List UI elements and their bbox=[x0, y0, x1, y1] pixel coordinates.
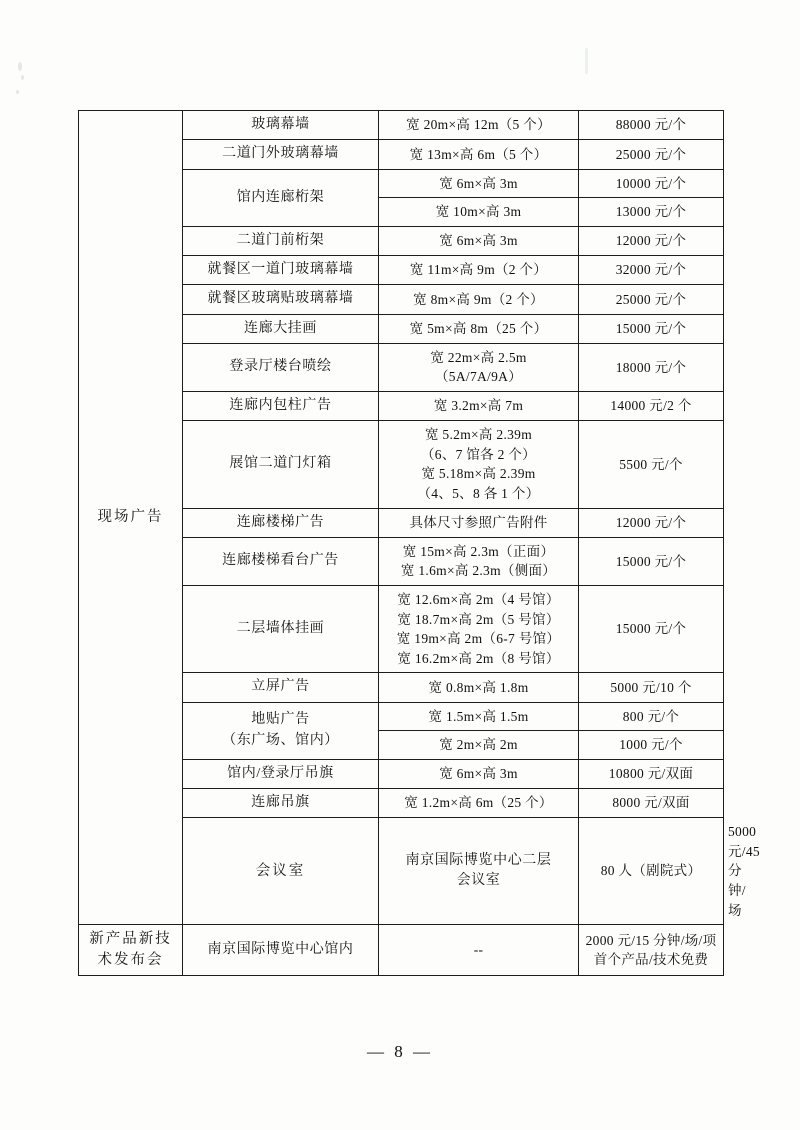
cell-price: 14000 元/2 个 bbox=[579, 392, 724, 421]
cell-item: 二层墙体挂画 bbox=[183, 586, 379, 673]
cell-item: 二道门外玻璃幕墙 bbox=[183, 140, 379, 169]
cell-price: 10800 元/双面 bbox=[579, 759, 724, 788]
table-row: 会议室 南京国际博览中心二层 会议室 80 人（剧院式） 5000 元/45 分钟/场 bbox=[79, 818, 724, 925]
cell-item: 馆内连廊桁架 bbox=[183, 169, 379, 226]
cell-spec: 宽 0.8m×高 1.8m bbox=[379, 673, 579, 702]
cell-price: 25000 元/个 bbox=[579, 140, 724, 169]
cell-spec: 宽 22m×高 2.5m （5A/7A/9A） bbox=[379, 343, 579, 391]
cell-item: 展馆二道门灯箱 bbox=[183, 421, 379, 508]
cell-spec: 宽 6m×高 3m bbox=[379, 226, 579, 255]
cell-item: 玻璃幕墙 bbox=[183, 111, 379, 140]
cell-spec: 80 人（剧院式） bbox=[579, 818, 724, 925]
cell-spec: 宽 8m×高 9m（2 个） bbox=[379, 285, 579, 314]
cell-category: 新产品新技 术发布会 bbox=[79, 925, 183, 976]
cell-spec: 宽 1.2m×高 6m（25 个） bbox=[379, 788, 579, 817]
cell-item: 地贴广告 （东广场、馆内） bbox=[183, 702, 379, 759]
cell-spec: 宽 5.2m×高 2.39m （6、7 馆各 2 个） 宽 5.18m×高 2.39m （4、5、8 各 1 个） bbox=[379, 421, 579, 508]
cell-price: 13000 元/个 bbox=[579, 198, 724, 227]
cell-price: 15000 元/个 bbox=[579, 537, 724, 585]
cell-item: 就餐区一道门玻璃幕墙 bbox=[183, 256, 379, 285]
cell-item: 连廊内包柱广告 bbox=[183, 392, 379, 421]
cell-price: 5500 元/个 bbox=[579, 421, 724, 508]
cell-item: 馆内/登录厅吊旗 bbox=[183, 759, 379, 788]
cell-spec: 宽 15m×高 2.3m（正面） 宽 1.6m×高 2.3m（侧面） bbox=[379, 537, 579, 585]
scan-artifact bbox=[18, 62, 22, 71]
cell-spec: 宽 12.6m×高 2m（4 号馆） 宽 18.7m×高 2m（5 号馆） 宽 19m×高 2m（6-7 号馆） 宽 16.2m×高 2m（8 号馆） bbox=[379, 586, 579, 673]
cell-item: 南京国际博览中心二层 会议室 bbox=[379, 818, 579, 925]
cell-price: 8000 元/双面 bbox=[579, 788, 724, 817]
table-row bbox=[79, 111, 724, 140]
cell-price: 5000 元/10 个 bbox=[579, 673, 724, 702]
cell-category: 现场广告 bbox=[79, 111, 183, 925]
cell-spec: 宽 5m×高 8m（25 个） bbox=[379, 314, 579, 343]
cell-spec: 具体尺寸参照广告附件 bbox=[379, 508, 579, 537]
cell-item: 就餐区玻璃贴玻璃幕墙 bbox=[183, 285, 379, 314]
cell-category: 会议室 bbox=[183, 818, 379, 925]
cell-spec: -- bbox=[379, 925, 579, 976]
cell-price: 32000 元/个 bbox=[579, 256, 724, 285]
cell-item: 连廊楼梯看台广告 bbox=[183, 537, 379, 585]
table-row bbox=[79, 925, 724, 976]
cell-spec: 宽 1.5m×高 1.5m bbox=[379, 702, 579, 731]
cell-spec: 宽 11m×高 9m（2 个） bbox=[379, 256, 579, 285]
cell-item: 南京国际博览中心馆内 bbox=[183, 925, 379, 976]
cell-spec: 宽 6m×高 3m bbox=[379, 169, 579, 198]
price-table-wrapper bbox=[78, 110, 760, 976]
cell-item: 连廊楼梯广告 bbox=[183, 508, 379, 537]
cell-price: 12000 元/个 bbox=[579, 226, 724, 255]
page-number: — 8 — bbox=[367, 1042, 433, 1061]
cell-price: 2000 元/15 分钟/场/项 首个产品/技术免费 bbox=[579, 925, 724, 976]
cell-price: 18000 元/个 bbox=[579, 343, 724, 391]
cell-price: 15000 元/个 bbox=[579, 586, 724, 673]
cell-price: 88000 元/个 bbox=[579, 111, 724, 140]
cell-price: 800 元/个 bbox=[579, 702, 724, 731]
cell-item: 连廊吊旗 bbox=[183, 788, 379, 817]
cell-spec: 宽 13m×高 6m（5 个） bbox=[379, 140, 579, 169]
cell-price: 12000 元/个 bbox=[579, 508, 724, 537]
cell-item: 登录厅楼台喷绘 bbox=[183, 343, 379, 391]
cell-price: 1000 元/个 bbox=[579, 731, 724, 760]
scan-artifact bbox=[21, 75, 24, 80]
cell-spec: 宽 2m×高 2m bbox=[379, 731, 579, 760]
cell-spec: 宽 20m×高 12m（5 个） bbox=[379, 111, 579, 140]
cell-item: 连廊大挂画 bbox=[183, 314, 379, 343]
cell-price: 10000 元/个 bbox=[579, 169, 724, 198]
cell-spec: 宽 3.2m×高 7m bbox=[379, 392, 579, 421]
price-table bbox=[78, 110, 760, 976]
cell-item: 立屏广告 bbox=[183, 673, 379, 702]
scan-artifact bbox=[16, 90, 19, 94]
cell-spec: 宽 6m×高 3m bbox=[379, 759, 579, 788]
cell-price: 25000 元/个 bbox=[579, 285, 724, 314]
cell-item: 二道门前桁架 bbox=[183, 226, 379, 255]
cell-spec: 宽 10m×高 3m bbox=[379, 198, 579, 227]
scan-artifact bbox=[585, 48, 588, 74]
cell-price: 15000 元/个 bbox=[579, 314, 724, 343]
